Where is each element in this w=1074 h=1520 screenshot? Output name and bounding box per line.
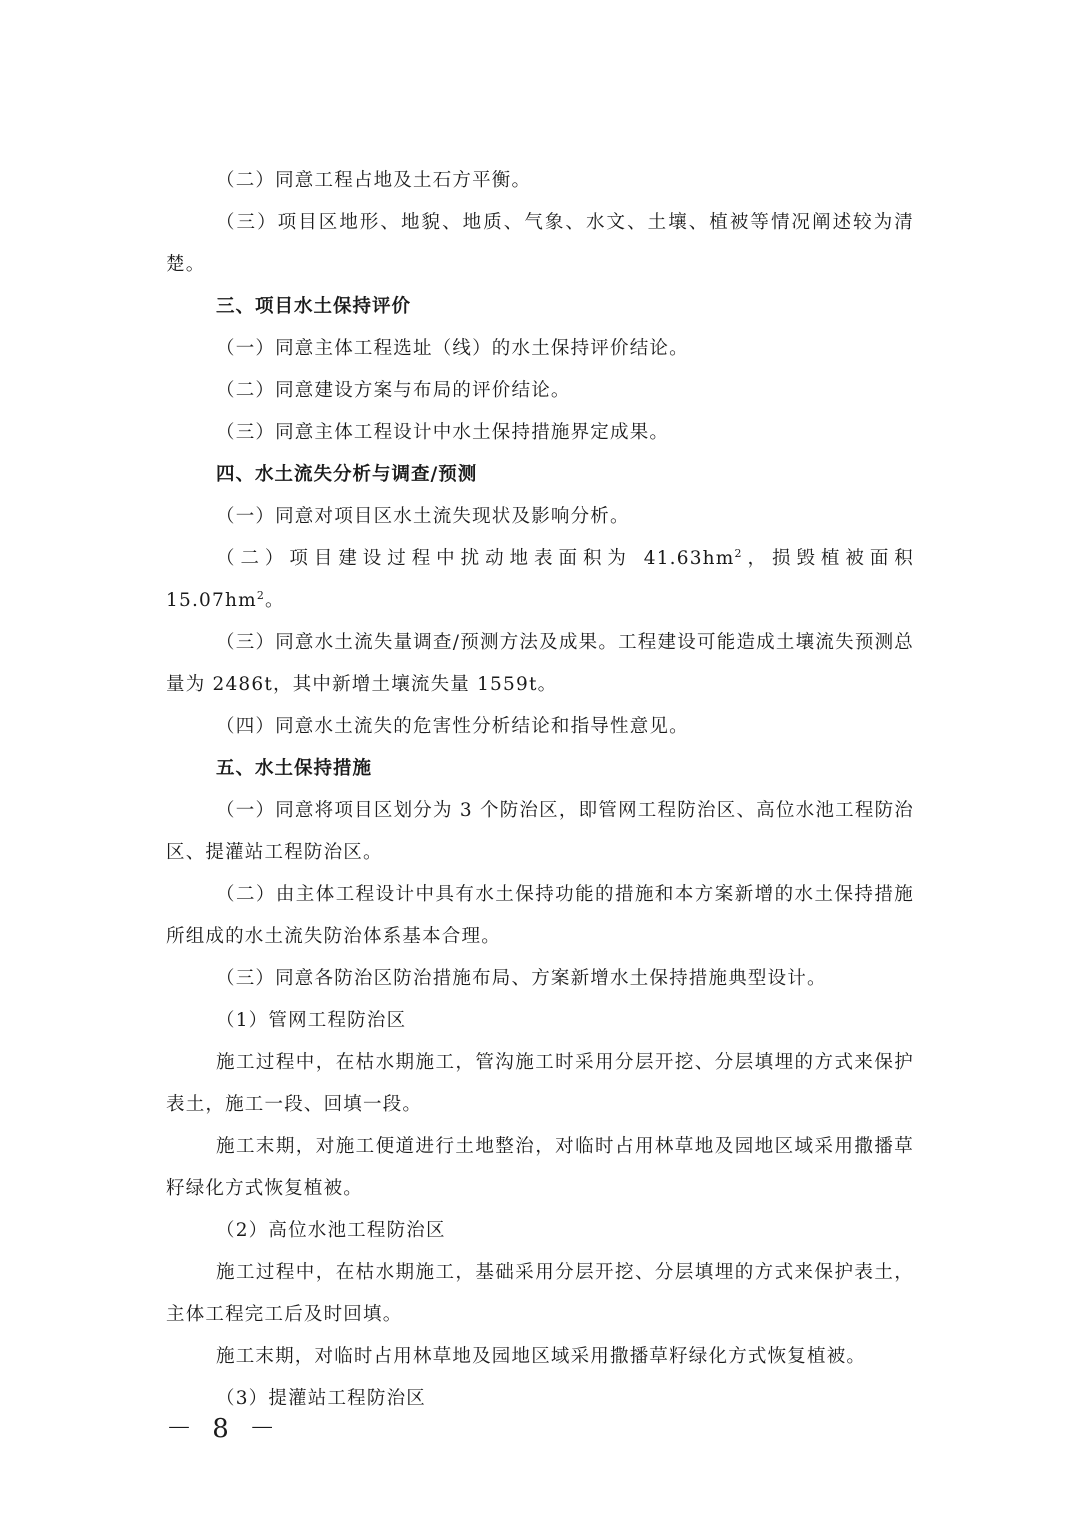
paragraph-soil-loss-status: （一）同意对项目区水土流失现状及影响分析。: [216, 506, 630, 527]
paragraph-reservoir-construction: 施工过程中，在枯水期施工，基础采用分层开挖、分层填埋的方式来保护表土，主体工程完工后及时回填。: [166, 1262, 914, 1325]
paragraph-loss-prediction: （三）同意水土流失量调查/预测方法及成果。工程建设可能造成土壤流失预测总量为 2486t，其中新增土壤流失量 1559t。: [166, 632, 914, 695]
paragraph-hazard-analysis: （四）同意水土流失的危害性分析结论和指导性意见。: [216, 716, 689, 737]
disturbed-area-text-1: （二）项目建设过程中扰动地表面积为 41.63hm: [216, 548, 735, 569]
superscript-2: 2: [256, 588, 266, 602]
paragraph-typical-design: （三）同意各防治区防治措施布局、方案新增水土保持措施典型设计。: [216, 968, 827, 989]
section-heading-evaluation: 三、项目水土保持评价: [216, 296, 412, 317]
paragraph-pipe-final-stage: 施工末期，对施工便道进行土地整治，对临时占用林草地及园地区域采用撒播草籽绿化方式恢复植被。: [166, 1136, 914, 1199]
paragraph-site-selection: （一）同意主体工程选址（线）的水土保持评价结论。: [216, 338, 689, 359]
disturbed-area-text-3: 。: [265, 590, 285, 611]
disturbed-area-text-2: ，损毁植被面积 15.07hm: [166, 548, 914, 611]
paragraph-measure-definition: （三）同意主体工程设计中水土保持措施界定成果。: [216, 422, 670, 443]
paragraph-disturbed-area: [166, 538, 914, 622]
page-number: － 8 －: [166, 1414, 282, 1444]
paragraph-pipe-construction: 施工过程中，在枯水期施工，管沟施工时采用分层开挖、分层填埋的方式来保护表土，施工一段、回填一段。: [166, 1052, 914, 1115]
superscript-2: 2: [734, 546, 743, 560]
section-heading-measures: 五、水土保持措施: [216, 758, 373, 779]
paragraph-land-earthwork: （二）同意工程占地及土石方平衡。: [216, 170, 532, 191]
paragraph-prevention-system: （二）由主体工程设计中具有水土保持功能的措施和本方案新增的水土保持措施所组成的水土流失防治体系基本合理。: [166, 884, 914, 947]
subheading-pump-station-zone: （3）提灌站工程防治区: [216, 1388, 426, 1409]
document-body: [166, 160, 914, 1420]
paragraph-prevention-zones: （一）同意将项目区划分为 3 个防治区，即管网工程防治区、高位水池工程防治区、提灌站工程防治区。: [166, 800, 914, 863]
paragraph-layout-evaluation: （二）同意建设方案与布局的评价结论。: [216, 380, 571, 401]
subheading-pipe-network-zone: （1）管网工程防治区: [216, 1010, 407, 1031]
paragraph-reservoir-final-stage: 施工末期，对临时占用林草地及园地区域采用撒播草籽绿化方式恢复植被。: [216, 1346, 867, 1367]
subheading-reservoir-zone: （2）高位水池工程防治区: [216, 1220, 446, 1241]
section-heading-soil-loss: 四、水土流失分析与调查/预测: [216, 464, 478, 485]
paragraph-terrain-description: （三）项目区地形、地貌、地质、气象、水文、土壤、植被等情况阐述较为清楚。: [166, 212, 914, 275]
